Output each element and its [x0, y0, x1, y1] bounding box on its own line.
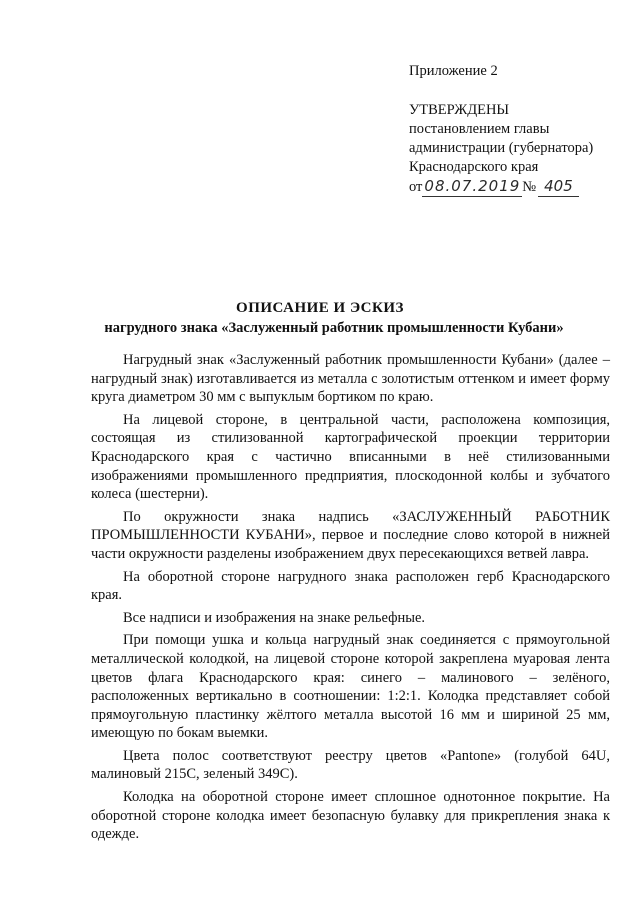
document-title: ОПИСАНИЕ И ЭСКИЗ — [236, 300, 404, 316]
paragraph: Нагрудный знак «Заслуженный работник промышленности Кубани» (далее – нагрудный знак) изготавливается из металла с золотистым оттенком и имеет форму круга диаметром 30 мм с выпуклым бортиком по краю. — [91, 352, 610, 406]
handwritten-date: 08.07.2019 — [424, 177, 521, 195]
paragraph: Цвета полос соответствуют реестру цветов «Pantone» (голубой 64U, малиновый 215C, зеленый 349C). — [91, 747, 610, 783]
paragraph: При помощи ушка и кольца нагрудный знак соединяется с прямоугольной металлической колодкой, на лицевой стороне которой закреплена муаровая лента цветов флага Краснодарского края: синего – малинового – зелёного, расположенных вертикально в соотношении: 1:2:1. Колодка представляет собой прямоугольную пластинку жёлтого металла высотой 16 мм и шириной 25 мм, имеющую по бокам выемки. — [91, 632, 610, 742]
paragraph: Все надписи и изображения на знаке рельефные. — [123, 609, 426, 626]
appendix-label: Приложение 2 — [409, 63, 498, 79]
approval-date-line — [409, 177, 593, 197]
paragraph: На лицевой стороне, в центральной части, расположена композиция, состоящая из стилизованной картографической проекции территории Краснодарского края с частично вписанными в неё стилизованными изображениями промышленного предприятия, плоскодонной колбы и зубчатого колеса (шестерни). — [91, 411, 610, 503]
document-body — [91, 351, 610, 848]
date-prefix: от — [409, 179, 423, 195]
paragraph: На оборотной стороне нагрудного знака расположен герб Краснодарского края. — [91, 568, 610, 604]
handwritten-number: 405 — [538, 177, 579, 197]
paragraph: По окружности знака надпись «ЗАСЛУЖЕННЫЙ РАБОТНИК ПРОМЫШЛЕННОСТИ КУБАНИ», первое и последние слово которой в нижней части окружности разделены изображением двух пересекающихся ветвей лавра. — [91, 508, 610, 562]
approval-line-1: постановлением главы — [409, 121, 550, 137]
approved-label: УТВЕРЖДЕНЫ — [409, 102, 510, 118]
approval-line-2: администрации (губернатора) — [409, 140, 594, 156]
approval-block — [409, 62, 593, 197]
document-subtitle: нагрудного знака «Заслуженный работник промышленности Кубани» — [104, 320, 564, 336]
approval-line-3: Краснодарского края — [409, 159, 539, 175]
number-sign: № — [522, 179, 537, 195]
paragraph: Колодка на оборотной стороне имеет сплошное однотонное покрытие. На оборотной стороне колодка имеет безопасную булавку для прикрепления знака к одежде. — [91, 789, 610, 843]
